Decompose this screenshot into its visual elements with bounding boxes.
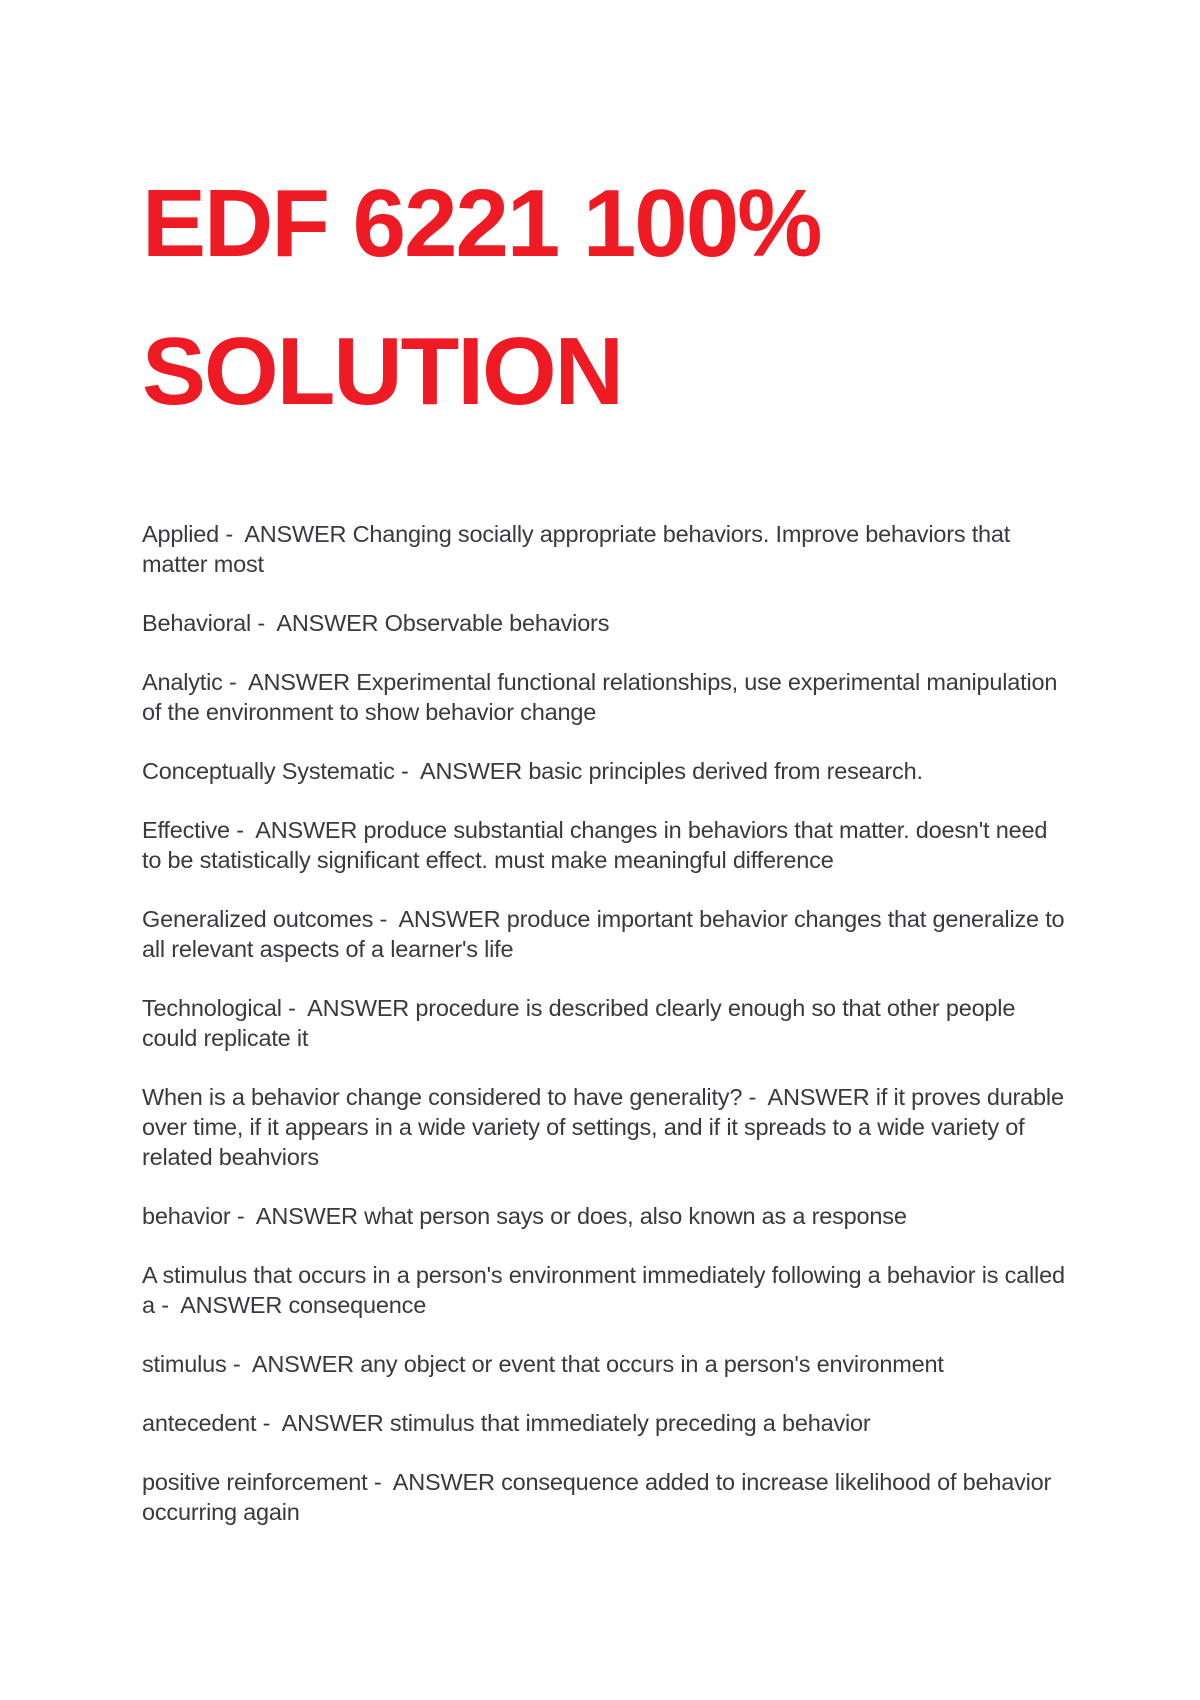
entry-answer: produce important behavior changes that generalize to all relevant aspects of a learner's life	[142, 906, 1065, 962]
entry-term: When is a behavior change considered to have generality?	[142, 1084, 743, 1110]
title-line-2: SOLUTION	[142, 318, 622, 425]
qa-entry	[142, 1082, 1072, 1172]
qa-entry	[142, 815, 1072, 875]
entry-answer: procedure is described clearly enough so that other people could replicate it	[142, 995, 1016, 1051]
entry-term: Analytic	[142, 669, 223, 695]
document-title	[142, 150, 1042, 446]
entry-answer: any object or event that occurs in a person's environment	[360, 1351, 944, 1377]
entry-answer: Experimental functional relationships, use experimental manipulation of the environment to show behavior change	[142, 669, 1058, 725]
qa-entry	[142, 608, 1072, 638]
answer-separator: - ANSWER	[281, 995, 416, 1021]
qa-entry	[142, 519, 1072, 579]
answer-separator: - ANSWER	[222, 669, 357, 695]
title-line-1: EDF 6221 100%	[142, 170, 821, 277]
entry-term: Generalized outcomes	[142, 906, 374, 932]
answer-separator: - ANSWER	[373, 906, 507, 932]
qa-entry	[142, 667, 1072, 727]
entry-term: positive reinforcement	[142, 1469, 368, 1495]
qa-entry-list	[142, 519, 1072, 1556]
qa-entry	[142, 756, 1072, 786]
answer-separator: - ANSWER	[256, 1410, 390, 1436]
entry-answer: Changing socially appropriate behaviors. Improve behaviors that matter most	[142, 521, 1011, 577]
entry-answer: if it proves durable over time, if it appears in a wide variety of settings, and if it spreads to a wide variety of related beahviors	[142, 1084, 1064, 1170]
entry-answer: consequence added to increase likelihood of behavior occurring again	[142, 1469, 1052, 1525]
entry-answer: basic principles derived from research.	[528, 758, 923, 784]
qa-entry	[142, 1201, 1072, 1231]
entry-term: Behavioral	[142, 610, 252, 636]
entry-answer: stimulus that immediately preceding a behavior	[389, 1410, 871, 1436]
entry-answer: consequence	[288, 1292, 427, 1318]
entry-term: Technological	[142, 995, 282, 1021]
entry-term: stimulus	[142, 1351, 227, 1377]
answer-separator: - ANSWER	[394, 758, 529, 784]
answer-separator: - ANSWER	[230, 1203, 365, 1229]
entry-term: A stimulus that occurs in a person's environment immediately following a behavior is called a	[142, 1262, 1065, 1318]
answer-separator: - ANSWER	[251, 610, 385, 636]
entry-term: Conceptually Systematic	[142, 758, 395, 784]
qa-entry	[142, 1467, 1072, 1527]
entry-term: antecedent	[142, 1410, 257, 1436]
answer-separator: - ANSWER	[367, 1469, 502, 1495]
qa-entry	[142, 1260, 1072, 1320]
entry-answer: Observable behaviors	[384, 610, 610, 636]
answer-separator: - ANSWER	[229, 817, 364, 843]
entry-answer: produce substantial changes in behaviors that matter. doesn't need to be statistically significant effect. must make meaningful difference	[142, 817, 1048, 873]
entry-term: behavior	[142, 1203, 231, 1229]
entry-term: Effective	[142, 817, 230, 843]
answer-separator: - ANSWER	[154, 1292, 289, 1318]
qa-entry	[142, 993, 1072, 1053]
entry-term: Applied	[142, 521, 219, 547]
qa-entry	[142, 904, 1072, 964]
entry-answer: what person says or does, also known as a response	[364, 1203, 907, 1229]
qa-entry	[142, 1408, 1072, 1438]
answer-separator: - ANSWER	[742, 1084, 876, 1110]
answer-separator: - ANSWER	[219, 521, 353, 547]
qa-entry	[142, 1349, 1072, 1379]
answer-separator: - ANSWER	[226, 1351, 361, 1377]
